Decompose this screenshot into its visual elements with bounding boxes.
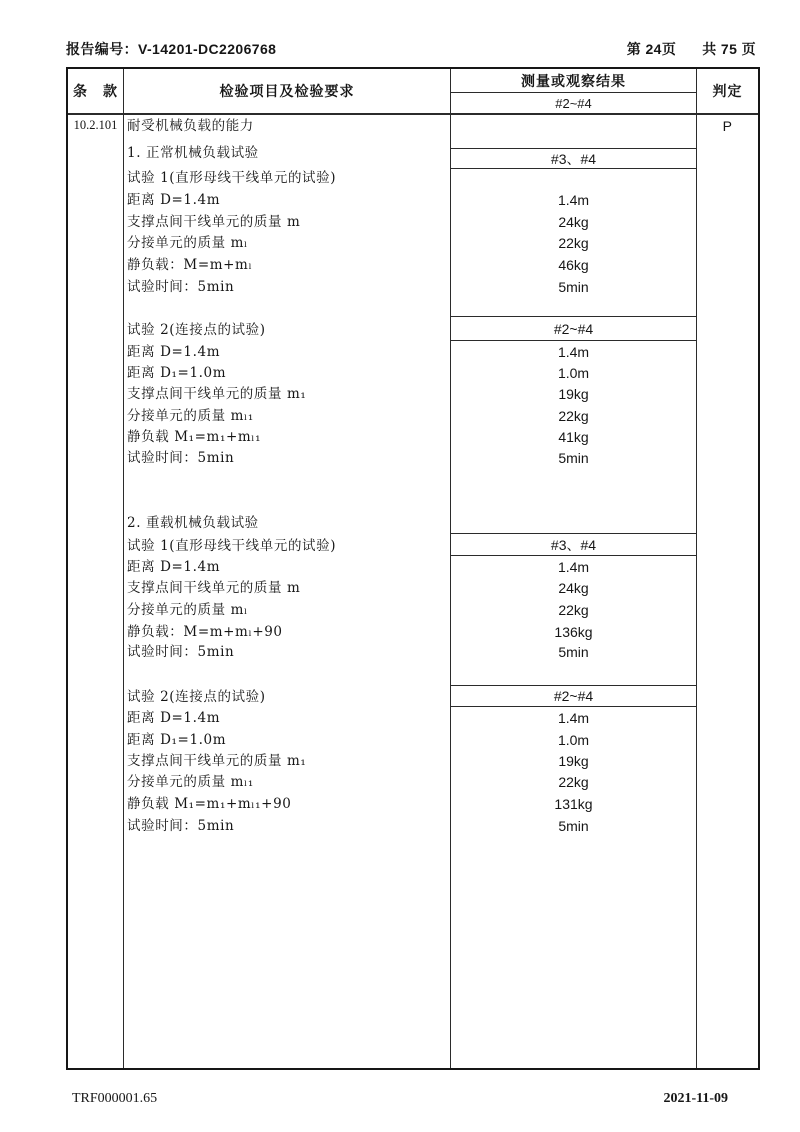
result-value: 1.0m — [557, 732, 590, 748]
result-value: 19kg — [558, 753, 589, 769]
header-result: 测量或观察结果 — [521, 72, 626, 89]
result-sample-box: #3、#4 — [451, 533, 696, 556]
item-line: 距离 D=1.4m — [127, 344, 221, 360]
item-line: 支撑点间干线单元的质量 m — [127, 580, 301, 596]
result-value: 1.4m — [557, 344, 590, 360]
result-value: 1.0m — [557, 365, 590, 381]
item-line: 静负载 M₁=m₁+mₗ₁ — [127, 429, 262, 445]
result-value: 19kg — [558, 386, 589, 402]
item-line: 试验时间：5min — [127, 279, 235, 295]
clause-number: 10.2.101 — [73, 118, 118, 132]
item-line: 距离 D₁=1.0m — [127, 732, 227, 748]
result-value: 1.4m — [557, 710, 590, 726]
result-value: 24kg — [558, 214, 589, 230]
item-line: 耐受机械负载的能力 — [127, 118, 254, 134]
item-line: 分接单元的质量 mₗ₁ — [127, 774, 254, 790]
result-value: 5min — [558, 818, 589, 834]
result-sample-box: #2~#4 — [451, 316, 696, 341]
header-clause: 条 款 — [73, 83, 118, 99]
item-line: 分接单元的质量 mₗ — [127, 602, 248, 618]
item-line: 距离 D=1.4m — [127, 559, 221, 575]
verdict-value: P — [722, 118, 733, 134]
item-line: 距离 D₁=1.0m — [127, 365, 227, 381]
result-value: 41kg — [558, 429, 589, 445]
result-value: 5min — [558, 644, 589, 660]
item-line: 静负载：M=m+mₗ+90 — [127, 624, 283, 640]
header-item: 检验项目及检验要求 — [219, 83, 355, 99]
footer-date: 2021-11-09 — [663, 1091, 728, 1106]
inspection-table — [66, 67, 760, 1070]
report-number: 报告编号：V-14201-DC2206768 — [66, 41, 277, 57]
footer-doc-code: TRF000001.65 — [72, 1091, 158, 1106]
result-value: 1.4m — [557, 192, 590, 208]
result-value: 131kg — [554, 796, 593, 812]
result-value: 46kg — [558, 257, 589, 273]
result-value: 5min — [558, 279, 589, 295]
item-line: 静负载：M=m+mₗ — [127, 257, 253, 273]
item-line: 1. 正常机械负载试验 — [127, 145, 259, 161]
item-line: 距离 D=1.4m — [127, 710, 221, 726]
item-line: 距离 D=1.4m — [127, 192, 221, 208]
result-value: 22kg — [558, 408, 589, 424]
result-value: 22kg — [558, 774, 589, 790]
item-line: 支撑点间干线单元的质量 m₁ — [127, 753, 307, 769]
result-sample-box: #3、#4 — [451, 148, 696, 169]
item-line: 试验时间：5min — [127, 818, 235, 834]
result-value: 24kg — [558, 580, 589, 596]
result-value: 22kg — [558, 235, 589, 251]
item-line: 支撑点间干线单元的质量 m — [127, 214, 301, 230]
item-line: 试验 1(直形母线干线单元的试验) — [127, 170, 337, 186]
item-line: 试验时间：5min — [127, 644, 235, 660]
item-line: 2. 重载机械负载试验 — [127, 515, 259, 531]
page-total: 共 75 页 — [702, 41, 756, 57]
item-line: 分接单元的质量 mₗ — [127, 235, 248, 251]
item-line: 支撑点间干线单元的质量 m₁ — [127, 386, 307, 402]
item-line: 试验 2(连接点的试验) — [127, 689, 266, 705]
page-current: 第 24页 — [626, 41, 677, 57]
result-sample-box: #2~#4 — [451, 685, 696, 707]
result-value: 5min — [558, 450, 589, 466]
item-line: 静负载 M₁=m₁+mₗ₁+90 — [127, 796, 292, 812]
result-value: 22kg — [558, 602, 589, 618]
header-result-range: #2~#4 — [555, 95, 592, 111]
result-value: 136kg — [554, 624, 593, 640]
result-value: 1.4m — [557, 559, 590, 575]
item-line: 试验时间：5min — [127, 450, 235, 466]
item-line: 试验 1(直形母线干线单元的试验) — [127, 538, 337, 554]
table-body — [68, 115, 758, 1068]
header-verdict: 判定 — [712, 83, 743, 99]
page-indicator — [627, 39, 756, 59]
item-line: 分接单元的质量 mₗ₁ — [127, 408, 254, 424]
table-header-row — [68, 69, 758, 115]
item-line: 试验 2(连接点的试验) — [127, 322, 266, 338]
